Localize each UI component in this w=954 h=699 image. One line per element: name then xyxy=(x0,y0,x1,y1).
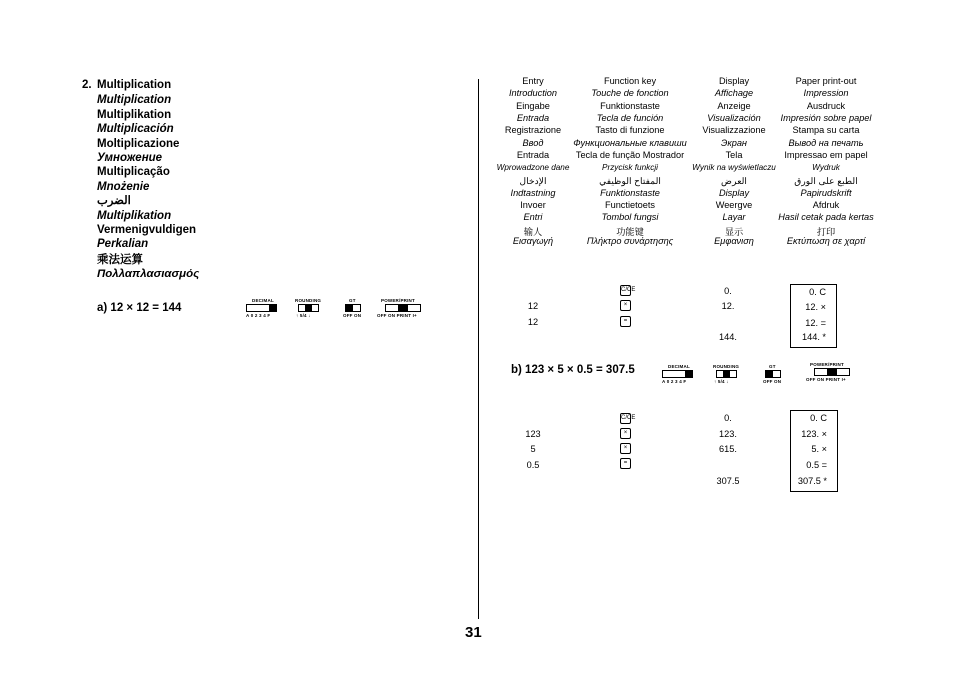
section-title: Perkalian xyxy=(97,238,149,250)
section-title: 乘法运算 xyxy=(97,254,143,266)
legend-cell: Introduction xyxy=(508,88,558,98)
tape-line: 0.5 = xyxy=(806,460,827,470)
legend-cell: Entrada xyxy=(516,150,550,160)
legend-cell: Impressao em papel xyxy=(784,150,868,160)
section-title: Multiplikation xyxy=(97,210,172,222)
display-value: 144. xyxy=(719,332,737,342)
legend-cell: Papirudskrift xyxy=(800,188,852,198)
legend-cell: 功能键 xyxy=(616,227,644,237)
section-title: Multiplication xyxy=(97,94,172,106)
legend-cell: Εκτύπωση σε χαρτί xyxy=(786,236,866,246)
display-value: 0. xyxy=(724,413,732,423)
entry-value: 12 xyxy=(527,317,539,327)
legend-cell: Εμφανιση xyxy=(714,236,754,246)
legend-cell: Wprowadzone dane xyxy=(496,163,570,172)
entry-value: 5 xyxy=(530,444,536,454)
tape-line: 12. = xyxy=(805,318,826,328)
page-number: 31 xyxy=(465,624,482,641)
function-key: × xyxy=(620,428,631,439)
legend-cell: العرض xyxy=(721,176,747,186)
legend-cell: Display xyxy=(718,76,750,86)
legend-cell: Przycisk funkcji xyxy=(602,163,658,172)
legend-cell: Impresión sobre papel xyxy=(780,113,872,123)
legend-cell: الطبع على الورق xyxy=(794,176,858,186)
legend-cell: Funktionstaste xyxy=(600,101,660,111)
function-key: × xyxy=(620,300,631,311)
legend-cell: Registrazione xyxy=(504,125,562,135)
legend-cell: Paper print-out xyxy=(795,76,857,86)
section-title: Moltiplicazione xyxy=(97,138,180,150)
tape-line: 0. C xyxy=(810,413,827,423)
section-title: Multiplikation xyxy=(97,109,172,121)
section-title: Mnożenie xyxy=(97,181,150,193)
legend-cell: Tecla de función xyxy=(596,113,664,123)
tape-line: 0. C xyxy=(809,287,826,297)
legend-cell: Entri xyxy=(523,212,543,222)
function-key: C/CE xyxy=(620,285,631,296)
function-key: × xyxy=(620,443,631,454)
function-key: = xyxy=(620,458,631,469)
legend-cell: Anzeige xyxy=(717,101,751,111)
display-value: 123. xyxy=(719,429,737,439)
legend-cell: Visualización xyxy=(707,113,761,123)
legend-cell: Wydruk xyxy=(812,163,840,172)
legend-cell: Weergve xyxy=(715,200,753,210)
function-key: C/CE xyxy=(620,413,631,424)
legend-cell: Eingabe xyxy=(516,101,550,111)
entry-value: 123 xyxy=(525,429,541,439)
legend-cell: Πλήκτρο συνάρτησης xyxy=(586,236,674,246)
legend-cell: Visualizzazione xyxy=(702,125,766,135)
example-b-label: b) 123 × 5 × 0.5 = 307.5 xyxy=(511,364,635,376)
tape-line: 5. × xyxy=(811,444,827,454)
legend-cell: Wynik na wyświetlaczu xyxy=(692,163,776,172)
column-divider xyxy=(478,79,479,619)
legend-cell: Impression xyxy=(803,88,849,98)
tape-line: 307.5 * xyxy=(797,476,827,486)
legend-cell: 输人 xyxy=(523,227,543,237)
tape-a xyxy=(790,284,837,348)
legend-cell: Display xyxy=(718,188,750,198)
legend-cell: Ввод xyxy=(522,138,544,148)
legend-cell: Indtastning xyxy=(510,188,556,198)
legend-cell: Tecla de função Mostrador xyxy=(575,150,685,160)
legend-cell: 显示 xyxy=(724,227,744,237)
tape-line: 144. * xyxy=(801,332,826,342)
legend-cell: 打印 xyxy=(816,227,836,237)
legend-cell: Funktionstaste xyxy=(600,188,660,198)
legend-cell: Afdruk xyxy=(812,200,840,210)
legend-cell: Функциональные клавиши xyxy=(573,138,687,148)
legend-cell: Tasto di funzione xyxy=(595,125,665,135)
legend-cell: Invoer xyxy=(520,200,546,210)
legend-cell: Stampa su carta xyxy=(792,125,860,135)
legend-cell: Экран xyxy=(721,138,747,148)
legend-cell: Affichage xyxy=(714,88,754,98)
tape-b xyxy=(790,410,838,492)
legend-cell: Tombol fungsi xyxy=(601,212,659,222)
display-value: 307.5 xyxy=(716,476,740,486)
legend-cell: Tela xyxy=(725,150,743,160)
legend-cell: Вывод на печать xyxy=(788,138,864,148)
section-title: Πολλαπλασιασμός xyxy=(97,268,200,280)
legend-cell: المفتاح الوظيفي xyxy=(599,176,661,186)
section-title: الضرب xyxy=(97,195,131,207)
tape-line: 123. × xyxy=(801,429,827,439)
display-value: 0. xyxy=(724,286,732,296)
tape-line: 12. × xyxy=(805,302,826,312)
section-title: Multiplication xyxy=(97,79,172,91)
example-a-label: a) 12 × 12 = 144 xyxy=(97,302,182,314)
function-key: = xyxy=(620,316,631,327)
display-value: 12. xyxy=(721,301,735,311)
legend-cell: Entrada xyxy=(516,113,550,123)
legend-cell: Ausdruck xyxy=(806,101,846,111)
legend-cell: Functietoets xyxy=(604,200,656,210)
section-title: Умножение xyxy=(97,152,163,164)
section-number: 2. xyxy=(82,79,92,91)
legend-cell: Hasil cetak pada kertas xyxy=(778,212,874,222)
entry-value: 0.5 xyxy=(526,460,540,470)
legend-cell: Layar xyxy=(722,212,746,222)
entry-value: 12 xyxy=(527,301,539,311)
section-title: Multiplicação xyxy=(97,166,170,178)
legend-cell: Function key xyxy=(603,76,657,86)
display-value: 615. xyxy=(719,444,737,454)
legend-cell: Εισαγωγή xyxy=(512,236,554,246)
section-title: Vermenigvuldigen xyxy=(97,224,197,236)
legend-cell: Touche de fonction xyxy=(591,88,669,98)
legend-cell: الإدخال xyxy=(519,176,547,186)
legend-cell: Entry xyxy=(522,76,544,86)
section-title: Multiplicación xyxy=(97,123,174,135)
